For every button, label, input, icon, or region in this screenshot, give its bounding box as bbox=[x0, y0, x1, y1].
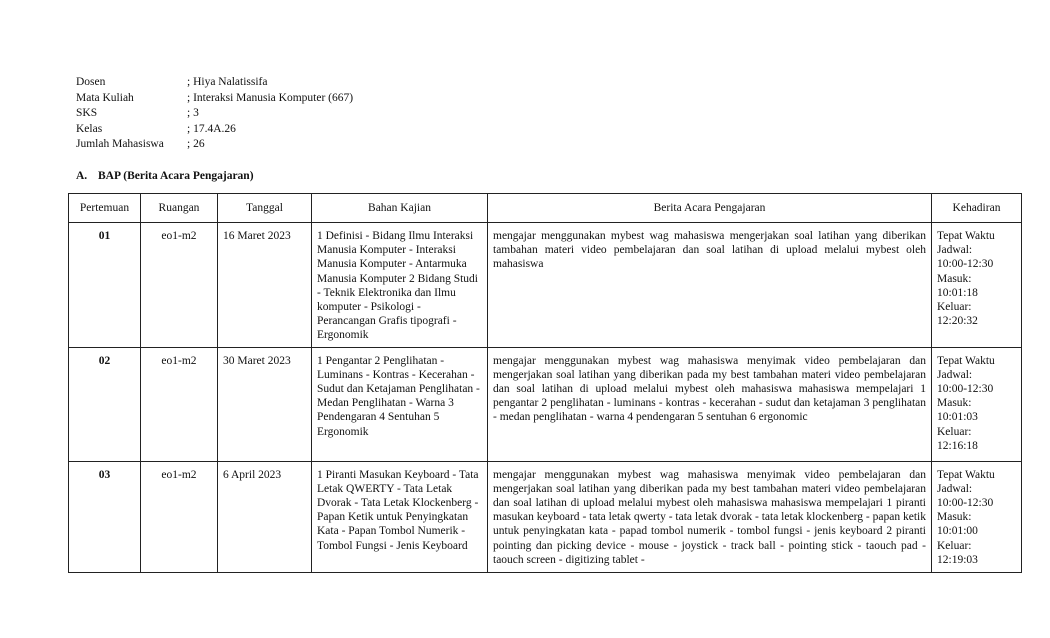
section-heading: BAP (Berita Acara Pengajaran) bbox=[98, 170, 254, 182]
info-value: ; 26 bbox=[187, 138, 205, 150]
kehadiran-status: Tepat Waktu bbox=[937, 230, 995, 242]
table-header-row bbox=[69, 194, 1022, 223]
header-tanggal: Tanggal bbox=[218, 194, 312, 223]
info-row-kelas bbox=[76, 122, 353, 138]
cell-bahan-kajian: 1 Pengantar 2 Penglihatan - Luminans - Kontras - Kecerahan - Sudut dan Ketajaman Penglihatan - Medan Penglihatan - Warna 3 Pendengaran 4 Sentuhan 5 Ergonomik bbox=[312, 347, 488, 461]
cell-tanggal: 16 Maret 2023 bbox=[218, 223, 312, 348]
kehadiran-line: 10:00-12:30 bbox=[937, 497, 994, 510]
header-kehadiran: Kehadiran bbox=[932, 194, 1022, 223]
kehadiran-line: Jadwal: bbox=[937, 482, 973, 495]
header-bahan-kajian: Bahan Kajian bbox=[312, 194, 488, 223]
kehadiran-line: Jadwal: bbox=[937, 368, 973, 381]
info-label: Jumlah Mahasiswa bbox=[76, 138, 164, 150]
kehadiran-line: Keluar: bbox=[937, 301, 972, 314]
kehadiran-line: 10:01:00 bbox=[937, 525, 978, 538]
cell-ruangan: eo1-m2 bbox=[141, 223, 218, 348]
kehadiran-line: 12:20:32 bbox=[937, 315, 978, 328]
header-ruangan: Ruangan bbox=[141, 194, 218, 223]
course-info bbox=[76, 75, 353, 153]
kehadiran-line: 10:00-12:30 bbox=[937, 258, 994, 271]
info-label: SKS bbox=[76, 107, 98, 119]
info-row-dosen bbox=[76, 75, 353, 91]
info-value: ; Hiya Nalatissifa bbox=[187, 76, 268, 88]
kehadiran-line: 12:16:18 bbox=[937, 439, 978, 452]
section-title bbox=[76, 170, 254, 182]
cell-bahan-kajian: 1 Definisi - Bidang Ilmu Interaksi Manusia Komputer - Interaksi Manusia Komputer - Antarmuka Manusia Komputer 2 Bidang Studi - Teknik Elektronika dan Ilmu komputer - Psikologi - Perancangan Grafis tipografi - Ergonomik bbox=[312, 223, 488, 348]
table-row bbox=[69, 347, 1022, 461]
cell-pertemuan: 03 bbox=[69, 461, 141, 572]
cell-kehadiran bbox=[932, 347, 1022, 461]
kehadiran-line: Masuk: bbox=[937, 272, 972, 285]
table-row bbox=[69, 223, 1022, 348]
section-number: A. bbox=[76, 170, 88, 182]
kehadiran-line: Keluar: bbox=[937, 425, 972, 438]
cell-kehadiran bbox=[932, 223, 1022, 348]
kehadiran-line: Masuk: bbox=[937, 511, 972, 524]
info-row-sks bbox=[76, 106, 353, 122]
kehadiran-status: Tepat Waktu bbox=[937, 354, 995, 367]
info-row-mata-kuliah bbox=[76, 91, 353, 107]
kehadiran-line: Jadwal: bbox=[937, 244, 973, 257]
cell-bahan-kajian: 1 Piranti Masukan Keyboard - Tata Letak QWERTY - Tata Letak Dvorak - Tata Letak Klockenberg - Papan Ketik untuk Penyingkatan Kata - Papan Tombol Numerik - Tombol Fungsi - Jenis Keyboard bbox=[312, 461, 488, 572]
header-berita-acara: Berita Acara Pengajaran bbox=[488, 194, 932, 223]
header-pertemuan: Pertemuan bbox=[69, 194, 141, 223]
info-value: ; Interaksi Manusia Komputer (667) bbox=[187, 91, 354, 104]
cell-berita-acara: mengajar menggunakan mybest wag mahasiswa menyimak video pembelajaran dan mengerjakan soal latihan yang diberikan pada my best tambahan materi video pembelajaran dan soal latihan di upload melalui mybest oleh mahasiswa mahasiswa mempelajari 1 pengantar 2 penglihatan - luminans - kontras - kecerahan - sudut dan ketajaman 3 penglihatan - medan penglihatan - warna 4 pendengaran 5 sentuhan 6 ergonomic bbox=[488, 347, 932, 461]
kehadiran-line: 10:01:18 bbox=[937, 286, 978, 299]
info-row-jumlah-mahasiswa bbox=[76, 137, 353, 153]
cell-pertemuan: 02 bbox=[69, 347, 141, 461]
kehadiran-line: 10:01:03 bbox=[937, 411, 978, 424]
kehadiran-status: Tepat Waktu bbox=[937, 468, 995, 481]
kehadiran-line: Keluar: bbox=[937, 539, 972, 552]
cell-kehadiran bbox=[932, 461, 1022, 572]
cell-tanggal: 6 April 2023 bbox=[218, 461, 312, 572]
cell-berita-acara: mengajar menggunakan mybest wag mahasiswa mengerjakan soal latihan yang diberikan tambahan materi video pembelajaran dan soal latihan di upload melalui mybest oleh mahasiswa bbox=[488, 223, 932, 348]
table-row bbox=[69, 461, 1022, 572]
cell-ruangan: eo1-m2 bbox=[141, 347, 218, 461]
info-label: Mata Kuliah bbox=[76, 91, 134, 104]
kehadiran-line: 12:19:03 bbox=[937, 553, 978, 566]
kehadiran-line: 10:00-12:30 bbox=[937, 383, 994, 396]
info-label: Kelas bbox=[76, 122, 103, 135]
cell-tanggal: 30 Maret 2023 bbox=[218, 347, 312, 461]
bap-table bbox=[68, 193, 1022, 573]
info-label: Dosen bbox=[76, 76, 106, 88]
cell-ruangan: eo1-m2 bbox=[141, 461, 218, 572]
cell-pertemuan: 01 bbox=[69, 223, 141, 348]
info-value: ; 3 bbox=[187, 107, 199, 119]
info-value: ; 17.4A.26 bbox=[187, 122, 236, 135]
cell-berita-acara: mengajar menggunakan mybest wag mahasiswa menyimak video pembelajaran dan mengerjakan soal latihan yang diberikan pada my best tambahan materi video pembelajaran dan soal latihan di upload melalui mybest oleh mahasiswa mahasiswa mempelajari 1 piranti masukan keyboard - tata letak qwerty - tata letak dvorak - tata letak klockenberg - papan ketik untuk penyingkatan kata - papad tombol numerik - tombol fungsi - jenis keyboard 2 piranti pointing dan picking device - mouse - joystick - track ball - pointing stick - taouch pad - taouch screen - digitizing tablet - bbox=[488, 461, 932, 572]
kehadiran-line: Masuk: bbox=[937, 397, 972, 410]
